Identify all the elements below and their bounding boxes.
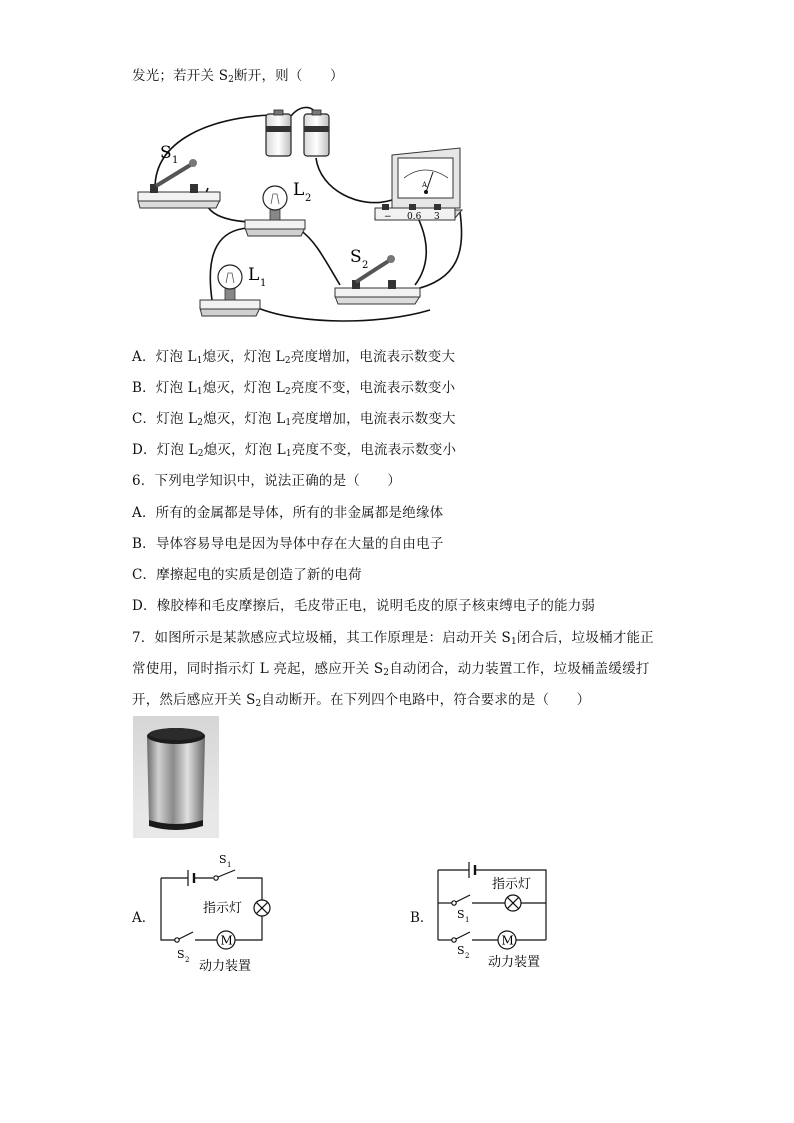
battery-2 — [304, 110, 329, 156]
q5-stem-tail: 发光；若开关 $S_2$断开，则（ ） — [132, 68, 344, 85]
svg-text:3: 3 — [434, 212, 440, 222]
q5-option-d[interactable]: D．灯泡 $L_2$熄灭，灯泡 $L_1$亮度不变，电流表示数变小 — [132, 442, 457, 459]
svg-text:2: 2 — [465, 952, 470, 960]
q5-option-a[interactable]: A．灯泡 $L_1$熄灭，灯泡 $L_2$亮度增加，电流表示数变大 — [132, 349, 456, 366]
svg-text:A: A — [422, 181, 428, 189]
circuit-a-letter[interactable]: A． — [132, 910, 156, 926]
q7-stem-line-2: 常使用，同时指示灯 L 亮起，感应开关 $S_2$自动闭合，动力装置工作，垃圾桶盖缓缓打 — [132, 661, 650, 678]
q6-option-a[interactable]: A．所有的金属都是导体，所有的非金属都是绝缘体 — [132, 505, 444, 521]
svg-text:2: 2 — [185, 956, 190, 964]
circuit-a-motor-label: 动力装置 — [199, 959, 252, 974]
svg-text:S: S — [219, 853, 227, 866]
svg-text:S: S — [457, 908, 465, 921]
circuit-b-motor-label: 动力装置 — [488, 955, 541, 970]
svg-text:1: 1 — [465, 916, 470, 924]
q6-option-b[interactable]: B．导体容易导电是因为导体中存在大量的自由电子 — [132, 536, 444, 552]
svg-text:1: 1 — [172, 155, 179, 166]
svg-text:2: 2 — [305, 193, 312, 204]
label-s1: S — [160, 143, 172, 163]
svg-text:S: S — [177, 948, 185, 961]
svg-text:0.6: 0.6 — [407, 212, 422, 222]
q7-stem-line-1: 7．如图所示是某款感应式垃圾桶，其工作原理是：启动开关 $S_1$闭合后，垃圾桶才能正 — [132, 630, 654, 647]
circuit-b-lamp-label: 指示灯 — [492, 877, 532, 892]
svg-text:1: 1 — [260, 278, 267, 289]
label-l1: L — [248, 265, 260, 285]
q5-option-b[interactable]: B．灯泡 $L_1$熄灭，灯泡 $L_2$亮度不变，电流表示数变小 — [132, 380, 456, 397]
q7-stem-line-3: 开，然后感应开关 $S_2$自动断开。在下列四个电路中，符合要求的是（ ） — [132, 692, 591, 709]
circuit-a-diagram — [155, 848, 275, 974]
q6-option-c[interactable]: C．摩擦起电的实质是创造了新的电荷 — [132, 567, 362, 583]
switch-s2 — [335, 255, 420, 304]
ammeter — [375, 148, 462, 220]
q6-option-d[interactable]: D．橡胶棒和毛皮摩擦后，毛皮带正电，说明毛皮的原子核束缚电子的能力弱 — [132, 598, 596, 614]
svg-text:M: M — [220, 933, 233, 948]
switch-s1 — [138, 159, 220, 208]
label-s2: S — [350, 247, 362, 267]
q6-stem: 6．下列电学知识中，说法正确的是（ ） — [132, 473, 402, 489]
svg-text:−: − — [384, 212, 392, 222]
label-l2: L — [293, 180, 305, 200]
svg-text:S: S — [457, 944, 465, 957]
svg-text:M: M — [501, 933, 514, 948]
q5-option-c[interactable]: C．灯泡 $L_2$熄灭，灯泡 $L_1$亮度增加，电流表示数变大 — [132, 411, 456, 428]
q5-circuit-figure — [130, 100, 480, 325]
svg-text:2: 2 — [362, 260, 369, 271]
svg-text:1: 1 — [227, 861, 232, 869]
circuit-b-diagram — [432, 848, 557, 974]
circuit-b-letter[interactable]: B． — [410, 910, 434, 926]
battery-1 — [266, 110, 291, 156]
circuit-a-lamp-label: 指示灯 — [203, 901, 243, 916]
trash-can-image — [133, 716, 219, 838]
